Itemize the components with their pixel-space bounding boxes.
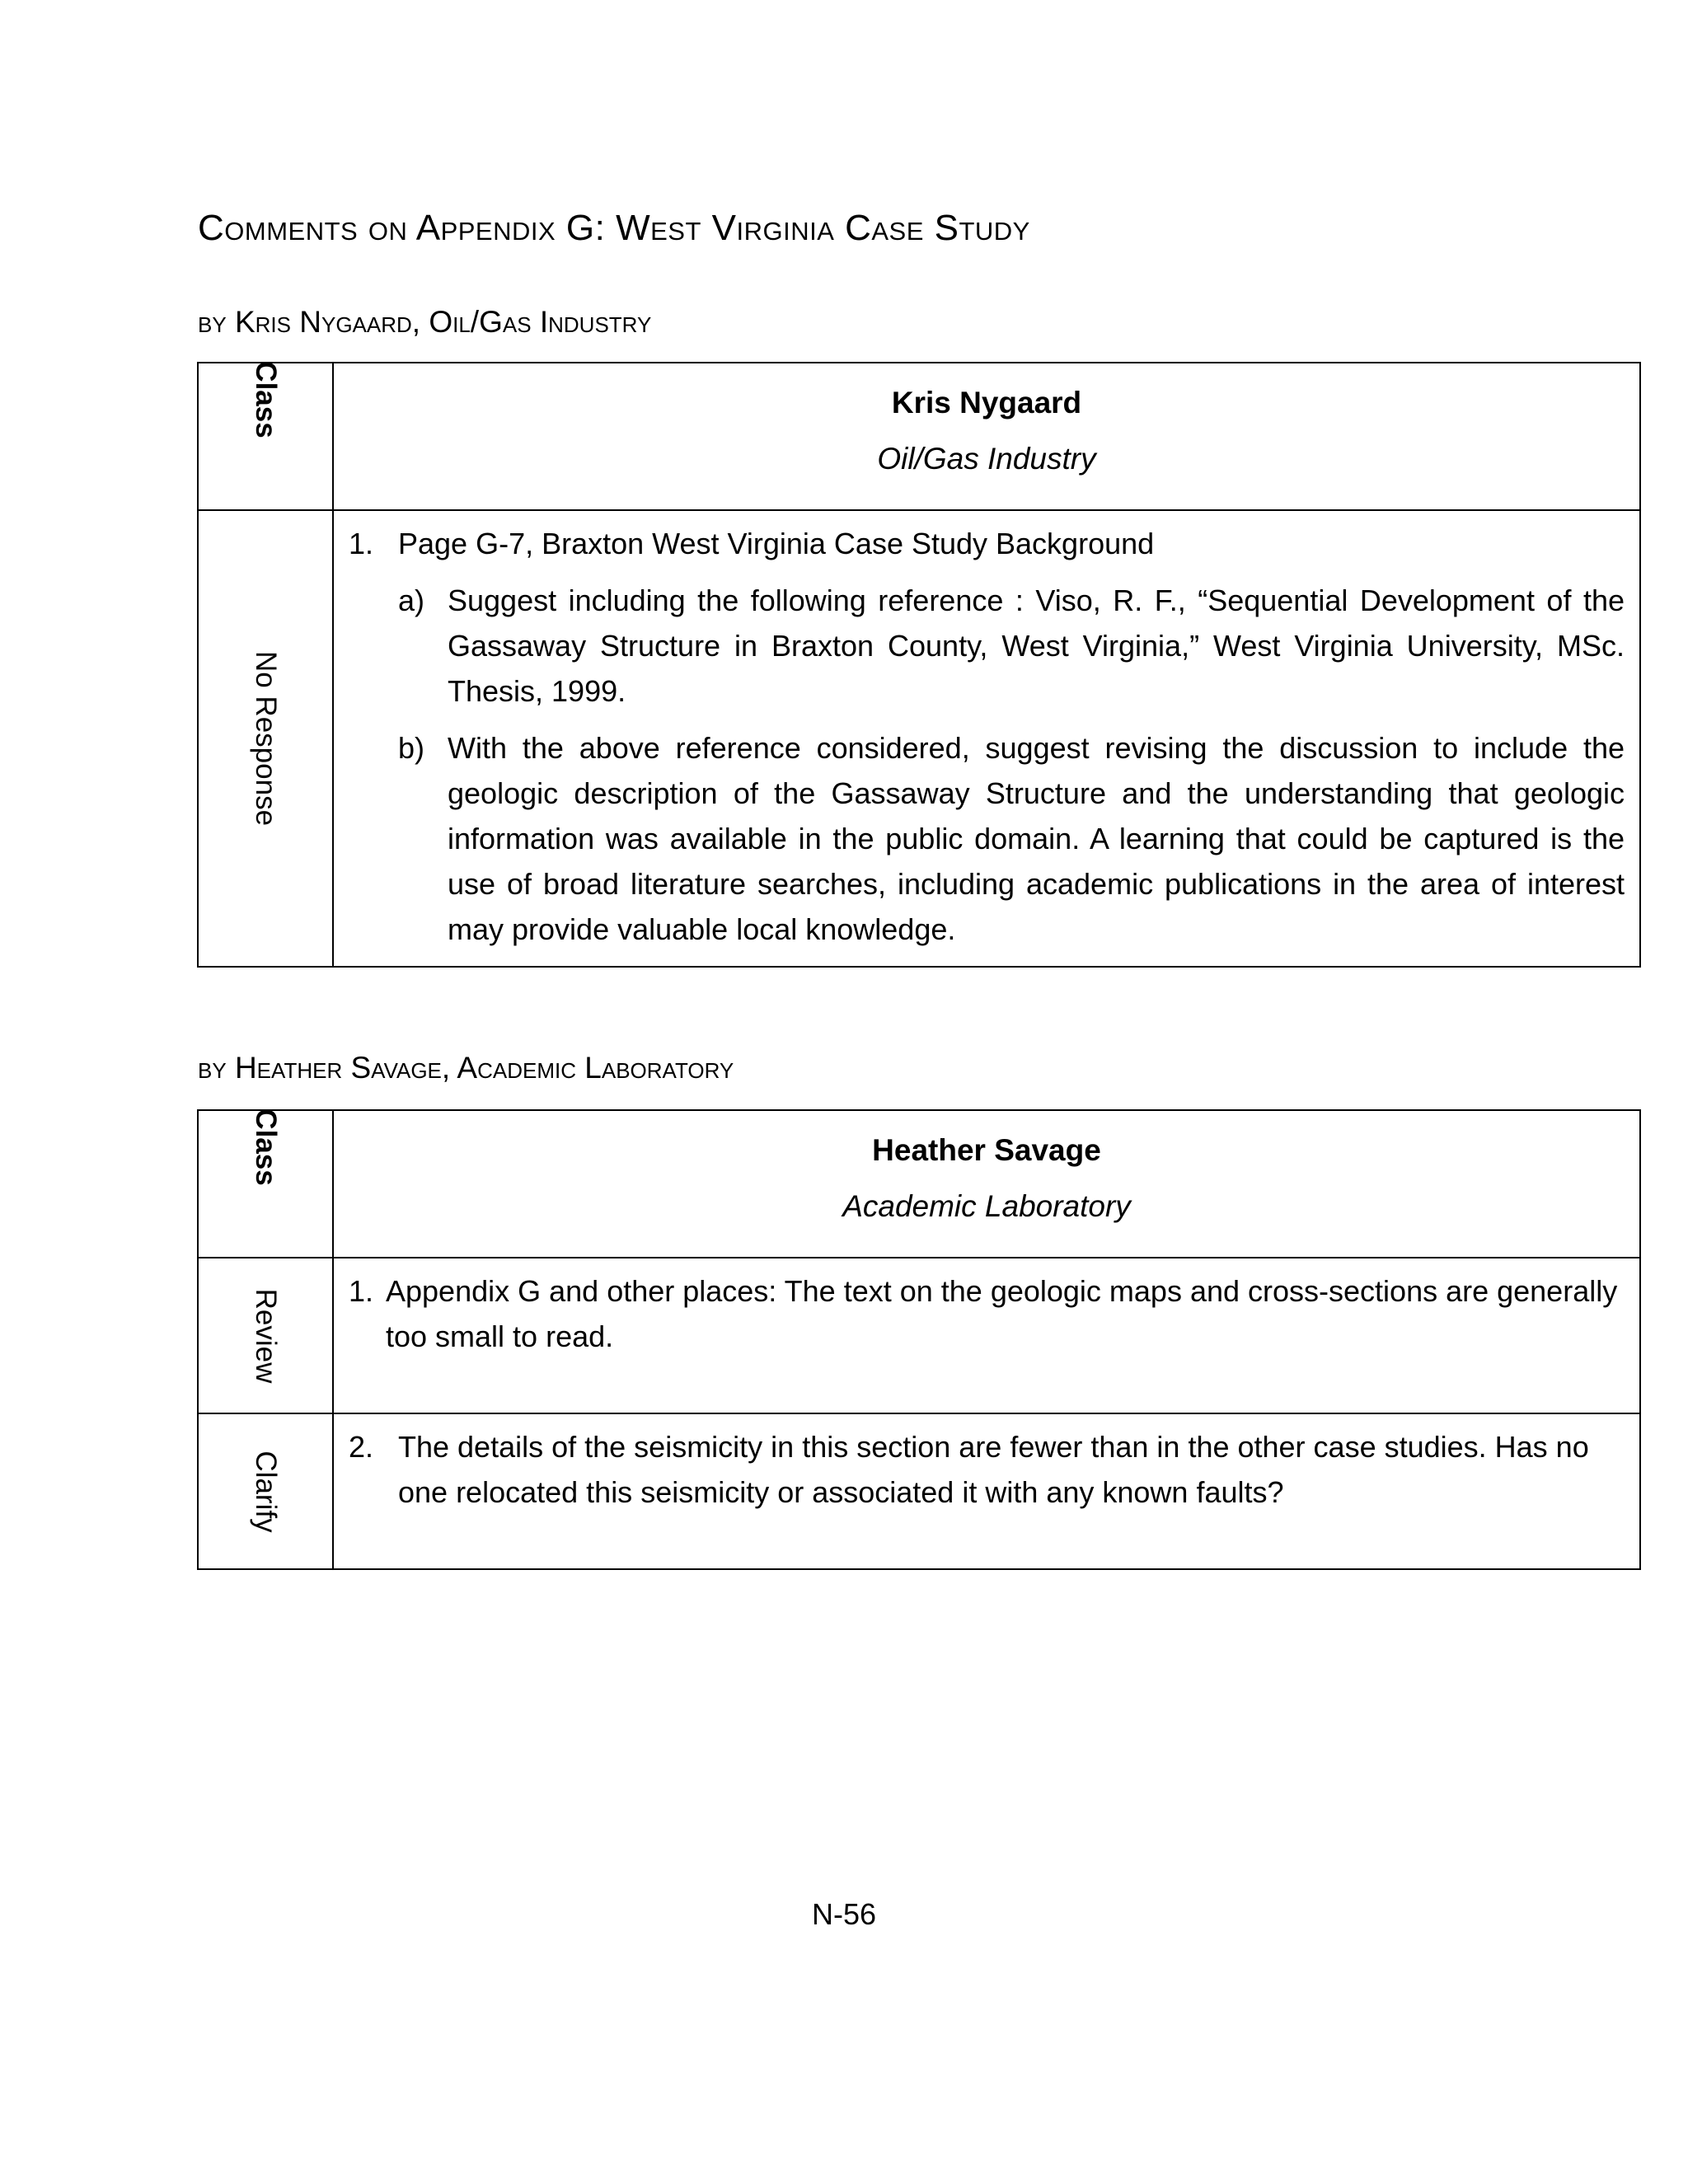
comment-subitem [398, 725, 1625, 952]
comment-body-cell [333, 1413, 1640, 1569]
class-label-clarify: Clarify [250, 1450, 282, 1533]
reviewer-organization: Academic Laboratory [842, 1189, 1131, 1223]
subitem-label: b) [398, 731, 425, 765]
comment-number: 1. [349, 1274, 374, 1308]
comment-body-cell [333, 510, 1640, 967]
page-title: Comments on Appendix G: West Virginia Case Study [198, 208, 1030, 248]
subitem-text: Suggest including the following reference : Viso, R. F., “Sequential Development of the Gassaway Structure in Braxton County, West Virginia,” West Virginia University, MSc. Thesis, 1999. [448, 583, 1625, 708]
comment-subitem [398, 578, 1625, 714]
class-cell-clarify [198, 1413, 333, 1569]
comment-body-cell [333, 1258, 1640, 1413]
class-header-cell [198, 363, 333, 510]
class-header-cell [198, 1110, 333, 1258]
class-label-review: Review [250, 1288, 282, 1383]
comment-table-savage [197, 1109, 1641, 1570]
subitem-label: a) [398, 583, 425, 617]
byline-kris-nygaard: by Kris Nygaard, Oil/Gas Industry [198, 305, 652, 339]
subitem-text: With the above reference considered, suggest revising the discussion to include the geologic description of the Gassaway Structure and the understanding that geologic information was available in the public domain. A learning that could be captured is the use of broad literature searches, including academic publications in the area of interest may provide valuable local knowledge. [448, 731, 1625, 946]
comment-item [349, 1424, 1625, 1515]
comment-text: The details of the seismicity in this section are fewer than in the other case studies. Has no one relocated this seismicity or associated it with any known faults? [398, 1430, 1589, 1509]
reviewer-name: Heather Savage [872, 1133, 1101, 1167]
class-label-no-response: No Response [250, 650, 282, 827]
comment-item [349, 1268, 1625, 1359]
reviewer-name: Kris Nygaard [891, 386, 1082, 419]
comment-number: 1. [349, 527, 374, 560]
class-cell-no-response [198, 510, 333, 967]
comment-text: Page G-7, Braxton West Virginia Case Study Background [398, 527, 1155, 560]
reviewer-header-cell [333, 1110, 1640, 1258]
byline-heather-savage: by Heather Savage, Academic Laboratory [198, 1051, 734, 1085]
class-header-label: Class [250, 361, 282, 438]
class-header-label: Class [250, 1108, 282, 1186]
comment-item [349, 521, 1625, 566]
reviewer-organization: Oil/Gas Industry [877, 442, 1096, 476]
comment-number: 2. [349, 1430, 374, 1464]
comment-table-nygaard [197, 362, 1641, 968]
page-number: N-56 [811, 1897, 877, 1931]
comment-text: Appendix G and other places: The text on the geologic maps and cross-sections are generally too small to read. [386, 1274, 1618, 1353]
class-cell-review [198, 1258, 333, 1413]
reviewer-header-cell [333, 363, 1640, 510]
